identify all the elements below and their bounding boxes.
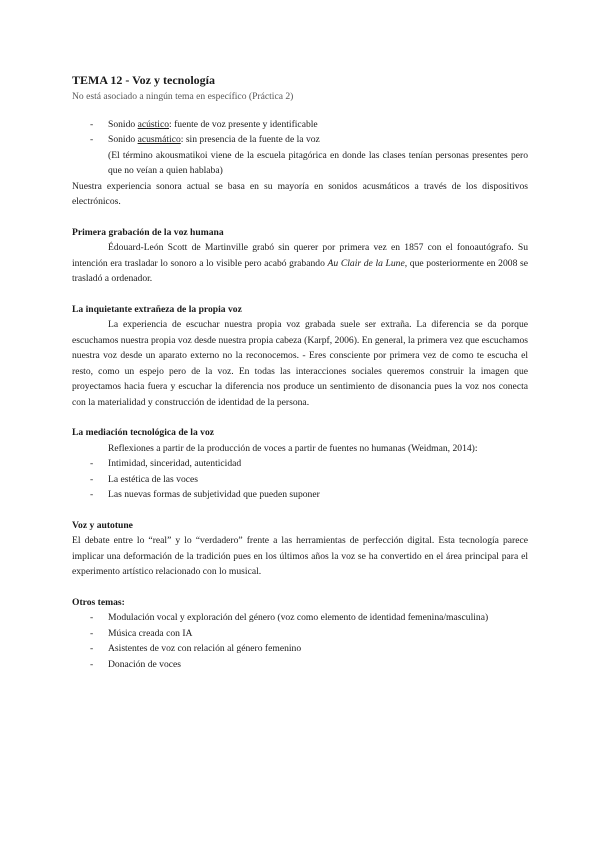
list-item — [72, 487, 528, 503]
list-item-text: Modulación vocal y exploración del género (voz como elemento de identidad femenina/masculina) — [108, 612, 489, 623]
intro-paragraph: Nuestra experiencia sonora actual se basa en su mayoría en sonidos acusmáticos a través de los dispositivos electrónicos. — [72, 180, 528, 207]
bullet-dash: - — [90, 473, 94, 485]
document-content — [72, 72, 528, 672]
section-intro-mediation: Reflexiones a partir de la producción de voces a partir de fuentes no humanas (Weidman, 2014): — [108, 442, 478, 454]
list-item — [72, 610, 528, 626]
list-item-text: Música creada con IA — [108, 627, 193, 639]
list-item — [72, 657, 528, 673]
text-part: , que posteriormente en 2008 se trasladó a ordenador. — [72, 257, 529, 284]
intro-list — [72, 117, 528, 148]
list-item-text: Asistentes de voz con relación al género femenino — [108, 643, 302, 654]
song-title: Au Clair de la Lune — [327, 257, 405, 269]
item-rest: : sin presencia de la fuente de la voz — [180, 134, 320, 145]
bullet-dash: - — [90, 627, 94, 639]
mediation-list — [72, 456, 528, 503]
list-item-text: Donación de voces — [108, 658, 181, 670]
section-text-own-voice: La experiencia de escuchar nuestra propia voz grabada suele ser extraña. La diferencia se da porque escuchamos nuestra propia voz desde nuestra propia cabeza (Karpf, 2006). En general, la primera vez que escuchamos nuestra voz desde un aparato externo no la reconocemos. - Eres consciente por primera vez de como te escucha el resto, como un espejo pero de la voz. En todas las interacciones sociales queremos construir la imagen que proyectamos hacia fuera y escuchar la diferencia nos produce un sentimiento de disonancia pues la voz nos conecta con la materialidad y construcción de identidad de la persona. — [72, 319, 528, 408]
section-heading-own-voice: La inquietante extrañeza de la propia voz — [72, 303, 242, 315]
bullet-dash: - — [90, 489, 94, 500]
text-part: Édouard-León Scott de Martinville grabó sin querer por primera vez en 1857 con el fonoautógrafo. Su intención era trasladar lo sonoro a lo visible pero acabó grabando — [72, 242, 528, 269]
section-heading-autotune: Voz y autotune — [72, 519, 133, 531]
list-item-text: La estética de las voces — [108, 473, 199, 485]
item-prefix: Sonido — [108, 118, 138, 130]
list-item — [72, 626, 528, 642]
page-title: TEMA 12 - Voz y tecnología — [72, 73, 215, 87]
bullet-dash: - — [90, 658, 94, 670]
item-rest: : fuente de voz presente y identificable — [169, 118, 318, 130]
list-item — [72, 456, 528, 472]
list-item — [72, 472, 528, 488]
bullet-dash: - — [90, 612, 94, 623]
list-item-text: Las nuevas formas de subjetividad que pueden suponer — [108, 489, 320, 500]
list-item — [72, 117, 528, 133]
bullet-dash: - — [90, 458, 94, 469]
list-item — [72, 132, 528, 148]
section-text-recording — [72, 240, 528, 287]
section-heading-recording: Primera grabación de la voz humana — [72, 226, 224, 238]
section-heading-mediation: La mediación tecnológica de la voz — [72, 427, 215, 438]
other-topics-list — [72, 610, 528, 672]
bullet-dash: - — [90, 134, 94, 145]
item-term: acusmático — [137, 134, 181, 145]
section-heading-other: Otros temas: — [72, 596, 125, 608]
list-item — [72, 641, 528, 657]
page-subtitle: No está asociado a ningún tema en específico (Práctica 2) — [72, 91, 294, 102]
bullet-dash: - — [90, 118, 94, 130]
list-item-text: Intimidad, sinceridad, autenticidad — [108, 458, 242, 469]
item-term: acústico — [137, 118, 170, 130]
section-text-autotune: El debate entre lo “real” y lo “verdadero” frente a las herramientas de perfección digital. Esta tecnología parece implicar una deformación de la tradición pues en los últimos años la voz se ha convertido en el área principal para el experimento artístico relacionado con lo musical. — [72, 535, 528, 577]
bullet-dash: - — [90, 643, 94, 654]
item-prefix: Sonido — [108, 134, 138, 145]
intro-note: (El término akousmatikoi viene de la escuela pitagórica en donde las clases tenían personas presentes pero que no veían a quien hablaba) — [108, 149, 528, 176]
